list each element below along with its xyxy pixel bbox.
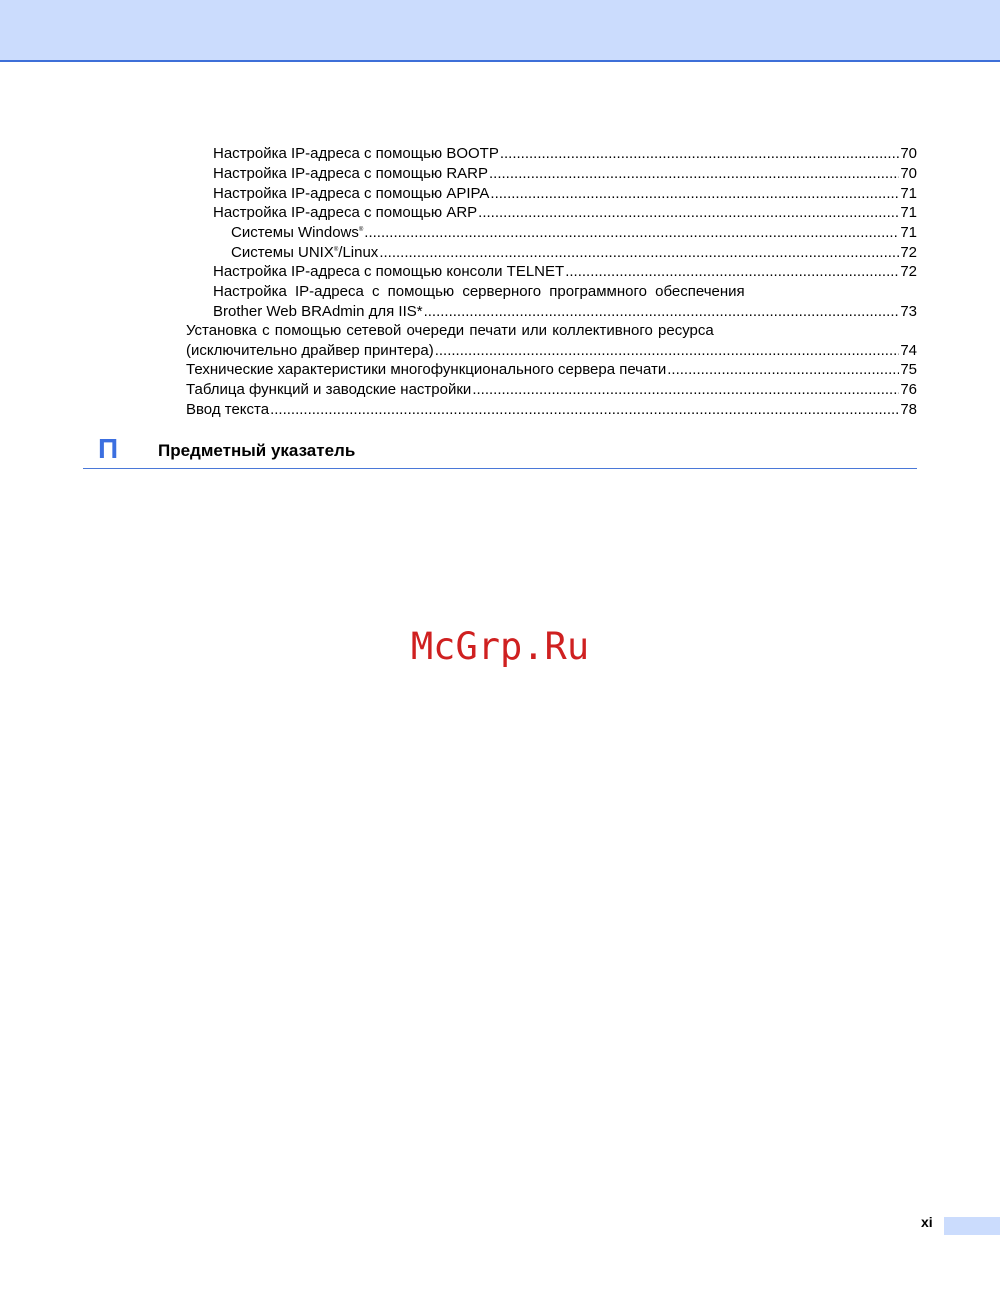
toc-entry-text: Ввод текста	[186, 401, 270, 418]
toc-entry-bradmin-line1: Настройка IP-адреса с помощью серверного программного обеспечения	[213, 283, 745, 300]
toc-entry-queue-line1: Установка с помощью сетевой очереди печати или коллективного ресурса	[186, 322, 714, 339]
toc-page-number: 72	[900, 244, 917, 261]
toc-page-number: 78	[900, 401, 917, 418]
toc-entry-text: Настройка IP-адреса с помощью BOOTP	[213, 145, 499, 162]
toc-leader	[379, 243, 899, 262]
toc-entry-text: Настройка IP-адреса с помощью APIPA	[213, 185, 490, 202]
toc-page-number: 72	[900, 263, 917, 280]
toc-entry-text: Системы UNIX®/Linux	[231, 244, 379, 261]
registered-mark: ®	[358, 227, 364, 233]
registered-mark: ®	[333, 247, 339, 253]
toc-entry-rarp[interactable]	[213, 164, 917, 183]
toc-leader	[489, 164, 899, 183]
toc-page-number: 73	[900, 303, 917, 320]
toc-entry-windows[interactable]	[231, 223, 917, 242]
toc-entry-text: Настройка IP-адреса с помощью консоли TELNET	[213, 263, 565, 280]
toc-page-number: 75	[900, 361, 917, 378]
toc-page-number: 74	[900, 342, 917, 359]
toc-entry-text: Brother Web BRAdmin для IIS*	[213, 303, 423, 320]
toc-entry-functions-table[interactable]	[186, 380, 917, 399]
toc-leader	[424, 302, 900, 321]
toc-leader	[565, 262, 899, 281]
toc-leader	[472, 380, 899, 399]
page-tab-band	[944, 1217, 1000, 1235]
toc-page-number: 71	[900, 224, 917, 241]
chapter-heading-index[interactable]	[83, 432, 917, 469]
toc-entry-text: Настройка IP-адреса с помощью ARP	[213, 204, 478, 221]
toc-entry-telnet[interactable]	[213, 262, 917, 281]
toc-entry-unix-linux[interactable]	[231, 243, 917, 262]
chapter-title: Предметный указатель	[158, 441, 356, 460]
toc-page-number: 76	[900, 381, 917, 398]
toc-leader	[667, 360, 899, 379]
toc-entry-text: (исключительно драйвер принтера)	[186, 342, 434, 359]
header-band	[0, 0, 1000, 62]
watermark: McGrp.Ru	[410, 625, 590, 668]
page-number: xi	[921, 1214, 933, 1230]
toc-entry-text: Настройка IP-адреса с помощью RARP	[213, 165, 489, 182]
toc-leader	[435, 341, 900, 360]
toc-leader	[270, 400, 899, 419]
toc-entry-bootp[interactable]	[213, 144, 917, 163]
toc-leader	[364, 223, 899, 242]
toc-leader	[500, 144, 899, 163]
toc-entry-text: Таблица функций и заводские настройки	[186, 381, 472, 398]
toc-entry-text: Технические характеристики многофункционального сервера печати	[186, 361, 667, 378]
toc-entry-specs[interactable]	[186, 360, 917, 379]
toc-page-number: 70	[900, 165, 917, 182]
toc-entry-text: Системы Windows®	[231, 224, 364, 241]
toc-leader	[478, 203, 899, 222]
toc-entry-text-input[interactable]	[186, 400, 917, 419]
chapter-letter: П	[98, 433, 119, 464]
toc-entry-queue[interactable]	[186, 341, 917, 360]
toc-entry-bradmin[interactable]	[213, 302, 917, 321]
toc-page-number: 70	[900, 145, 917, 162]
toc-page-number: 71	[900, 185, 917, 202]
toc-entry-apipa[interactable]	[213, 184, 917, 203]
toc-entry-arp[interactable]	[213, 203, 917, 222]
toc-page-number: 71	[900, 204, 917, 221]
toc-leader	[490, 184, 899, 203]
